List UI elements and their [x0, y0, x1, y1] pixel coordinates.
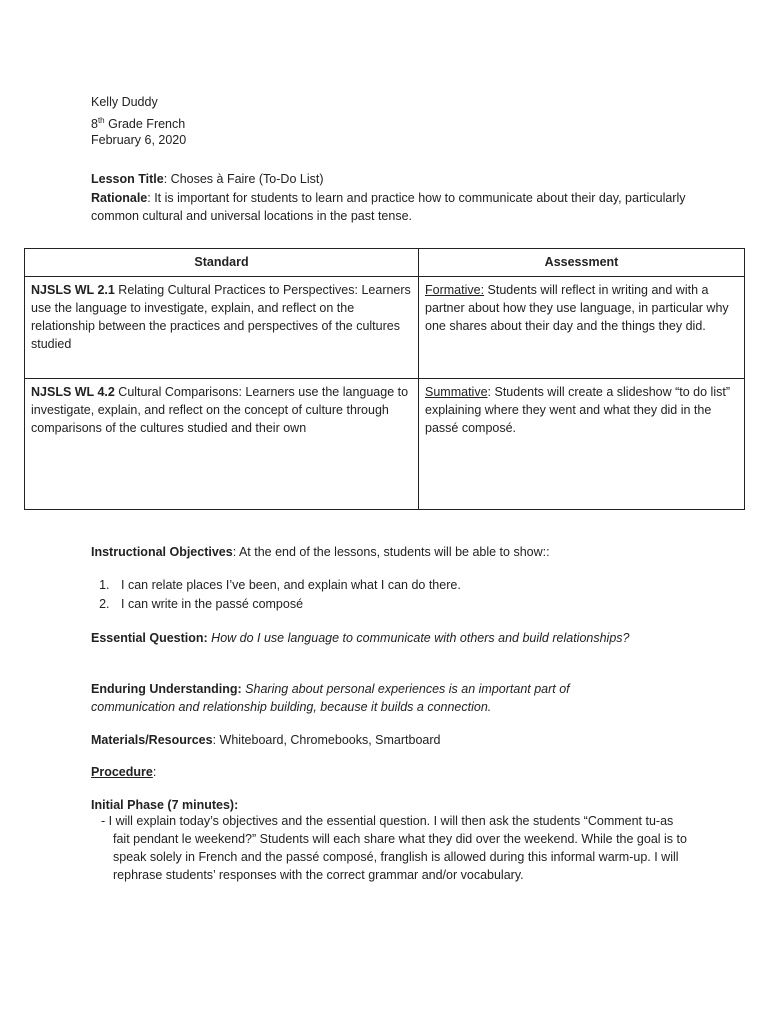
header-assessment: Assessment [419, 249, 745, 277]
header-standard: Standard [25, 249, 419, 277]
standard-text: Cultural Comparisons: Learners use the language to investigate, explain, and reflect on the concept of culture through comparisons of the cultures studied and their own [31, 384, 409, 435]
procedure-heading [91, 763, 156, 781]
procedure-list [91, 812, 691, 884]
assessment-cell [419, 378, 745, 509]
lesson-title-label: Lesson Title [91, 172, 164, 186]
table-header-row [25, 249, 745, 277]
assessment-label: Formative: [425, 282, 485, 297]
objectives-label: Instructional Objectives [91, 545, 233, 559]
assessment-cell [419, 276, 745, 378]
lesson-title [91, 170, 324, 188]
grade-number: 8 [91, 117, 98, 132]
procedure-label: Procedure [91, 765, 153, 779]
list-item: 2. I can write in the passé composé [113, 595, 713, 614]
essential-label: Essential Question: [91, 631, 208, 645]
list-item: - I will explain today’s objectives and the essential question. I will then ask the students “Comment tu-as fait pendant le weekend?” Students will each share what they did over the weekend. While the goal is to speak solely in French and the passé composé, franglish is allowed during this informal warm-up. I will rephrase students’ responses with the correct grammar and/or vocabulary. [101, 814, 687, 882]
enduring-label: Enduring Understanding: [91, 682, 242, 696]
objectives-list [91, 576, 713, 614]
assessment-label: Summative [425, 384, 488, 399]
rationale-label: Rationale [91, 191, 148, 205]
essential-text: How do I use language to communicate with others and build relationships? [207, 631, 630, 645]
grade-subject: Grade French [104, 117, 186, 132]
materials [91, 731, 440, 749]
materials-label: Materials/Resources [91, 733, 213, 747]
grade-suffix: th [97, 116, 105, 125]
list-item: 1. I can relate places I’ve been, and explain what I can do there. [113, 576, 713, 595]
lesson-date: February 6, 2020 [91, 133, 187, 147]
rationale [91, 189, 711, 225]
grade-level [91, 112, 185, 133]
procedure-colon: : [152, 765, 157, 779]
standard-cell [25, 276, 419, 378]
author-name: Kelly Duddy [91, 95, 158, 109]
standard-text: Relating Cultural Practices to Perspectives: Learners use the language to investigate, explain, and reflect on the relationship between the practices and perspectives of the cultures studied [31, 282, 411, 351]
assessment-text: : Students will create a slideshow “to do list” explaining where they went and what they did in the passé composé. [425, 384, 730, 435]
rationale-text: : It is important for students to learn and practice how to communicate about their day, particularly common cultural and universal locations in the past tense. [91, 191, 686, 223]
initial-phase-heading: Initial Phase (7 minutes): [91, 798, 239, 812]
essential-question [91, 629, 651, 647]
standard-code: NJSLS WL 2.1 [31, 282, 115, 297]
enduring-understanding [91, 680, 651, 716]
assessment-text: Students will reflect in writing and with a partner about how they use language, in particular why one shares about their day and the things they did. [425, 282, 729, 333]
standard-cell [25, 378, 419, 509]
standards-table [24, 248, 745, 510]
lesson-title-value: : Choses à Faire (To-Do List) [163, 172, 324, 186]
materials-text: : Whiteboard, Chromebooks, Smartboard [212, 733, 441, 747]
objectives-heading [91, 543, 550, 561]
standard-code: NJSLS WL 4.2 [31, 384, 115, 399]
objectives-intro: : At the end of the lessons, students will be able to show:: [232, 545, 550, 559]
table-row [25, 276, 745, 378]
enduring-text: Sharing about personal experiences is an important part of communication and relationship building, because it builds a connection. [91, 682, 570, 714]
table-row [25, 378, 745, 509]
